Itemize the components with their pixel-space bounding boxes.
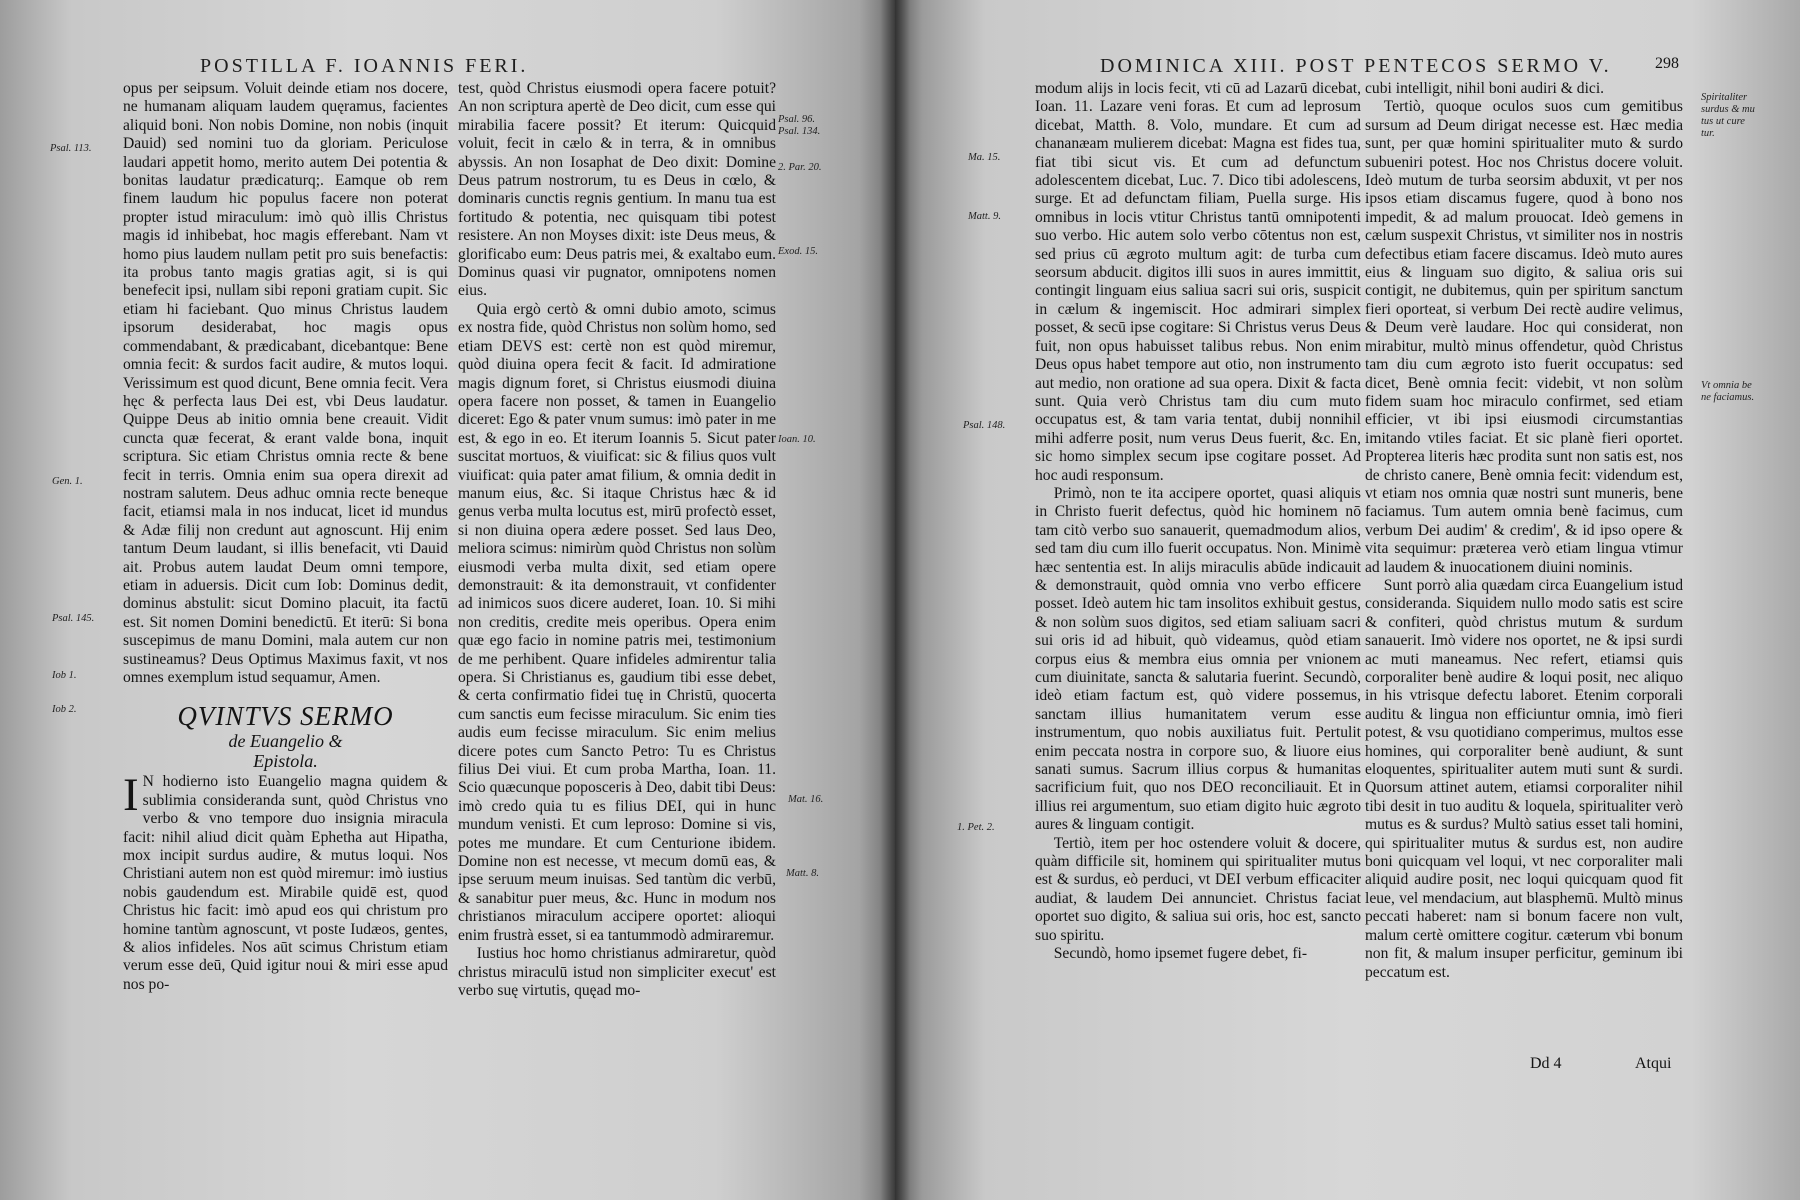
margin-note: Gen. 1. [52,476,83,487]
sermon-heading [123,701,448,771]
catchword: Atqui [1635,1055,1672,1072]
page-number: 298 [1655,55,1679,72]
margin-note: Iob 2. [52,704,77,715]
body-paragraph: Tertiò, item per hoc ostendere voluit & docere, quàm difficile sit, hominem qui spiritualiter mutus est & surdus, eò perduci, vt DEI verbum efficaciter audiat, & laudem Dei annunciet. Christus faciat oportet suo digito, & saliua sui oris, hoc est, sancto suo spiritu. [1035,834,1361,944]
heading-line-2: de Euangelio & [228,731,343,752]
margin-note: Psal. 148. [963,420,1006,431]
margin-note: Psal. 145. [52,613,95,624]
margin-note: Iob 1. [52,670,77,681]
margin-note: Ioan. 10. [778,434,816,445]
book-gutter [880,0,910,1200]
body-paragraph: opus per seipsum. Voluit deinde etiam nos docere, ne humanam aliquam laudem quęramus, facientes aliquid boni. Non nobis Domine, non nobis (inquit Dauid) sed nomini tuo da gloriam. Periculose laudari appetit homo, merito autem Dei potentia & bonitas laudatur prædicaturq;. Eamque ob rem finem laudum hic populus facere non poterat propter istud miraculum: imò quò illis Christus magis id inhibebat, hoc magis efferebant. Nam vt homo pius laudem nullam petit pro suis benefactis: ita probus tanto magis gratias agit, si is qui benefecit ipsi, nullam sibi reponi gratiam cupit. Sic etiam hi faciebant. Quo minus Christus laudem ipsorum desiderabat, hoc magis opus commendabant, & prædicabant, dicebantque: Bene omnia fecit: & surdos facit audire, & mutos loqui. Verissimum est quod dicunt, Bene omnia fecit. Vera hęc & perfecta laus Dei est, vbi Deus laudatur. Quippe Deus ab initio omnia bene creauit. Vidit cuncta quæ fecerat, & erant valde bona, inquit scriptura. Sic etiam Christus omnia recte & bene fecit in terris. Omnia enim sua opera direxit ad nostram salutem. Deus adhuc omnia recte beneque facit, etiamsi mala in nos inducat, licet id mundus & Adæ filij non credunt aut agnoscunt. Hij enim tantum Deum laudant, si illis benefacit, vti Dauid ait. Probus autem laudat Deum omni tempore, etiam in aduersis. Dicit cum Iob: Dominus dedit, dominus abstulit: sicut Domino placuit, ita factū est. Sit nomen Domini benedictū. Et iterū: Si bona suscepimus de manu Domini, mala autem cur non sustineamus? Deus Optimus Maximus faxit, vt nos omnes exemplum istud sequamur, Amen. [123,80,448,686]
heading-line-1: QVINTVS SERMO [177,701,394,732]
margin-note: Psal. 113. [50,143,92,154]
body-paragraph-after-heading [123,769,448,994]
margin-note: Ma. 15. [968,152,1001,163]
margin-note: Matt. 9. [968,211,1001,222]
body-paragraph: Secundò, homo ipsemet fugere debet, fi- [1053,945,1308,963]
body-paragraph: Primò, non te ita accipere oportet, quasi aliquis in Christo fuerit defectus, quòd hic hominem nō tam citò verbo suo sanauerit, quemadmodum alios, sed tam diu cum illo fuerit occupatus. Non. Minimè hæc sententia est. In alijs miraculis abūde indicauit & demonstrauit, quòd omnia vno verbo efficere posset. Ideò autem hic tam insolitos exhibuit gestus, & non solùm suos digitos, sed etiam saliuam sacri sui oris id ad hibuit, quò videamus, quòd etiam corpus eius & membra eius omnia per vnionem cum diuinitate, sancta & salutaria fuerint. Secundò, ideò etiam factum est, quò videre possemus, sanctam illius humanitatem verum esse instrumentum, quo nobis auxiliatus fuit. Pertulit enim peccata nostra in corpore suo, & liuore eius sanati sumus. Sacrum illius corpus & humanitas sacrificium fuit, quo nos DEO reconciliauit. Et in illius rei argumentum, suo etiam digito huic ægroto aures & linguam contigit. [1035,484,1361,834]
body-paragraph: test, quòd Christus eiusmodi opera facere potuit? An non scriptura apertè de Deo dicit, cum esse qui mirabilia facere possit? Et iterum: Quicquid voluit, fecit in cælo & in terra, & in omnibus abyssis. An non Iosaphat de Deo dixit: Domine Deus patrum nostrorum, tu es Deus in cœlo, & dominaris cunctis regnis gentium. In manu tua est fortitudo & potentia, nec quisquam tibi potest resistere. An non Moyses dixit: iste Deus meus, & glorificabo eum: Deus patris mei, & exaltabo eum. Dominus quasi vir pugnator, omnipotens nomen eius. [458,80,776,300]
body-paragraph: Sunt porrò alia quædam circa Euangelium istud consideranda. Siquidem nullo modo satis est scire & confiteri, quòd christus mutum & surdum sanauerit. Imò videre nos oportet, ne & ipsi surdi ac muti maneamus. Nec refert, etiamsi quis corporaliter benè audire & loqui posit, nec aliquo in his vtrisque defectu laboret. Etenim corporali auditu & lingua non efficiuntur omnia, imò fieri potest, & vsu quotidiano comperimus, multos esse homines, qui corporaliter benè audiunt, & sunt eloquentes, spiritualiter autem muti sunt & surdi. Quorsum attinet autem, etiamsi corporaliter nihil tibi desit in tuo auditu & loquela, spiritualiter verò mutus es & surdus? Multò satius esset tali homini, qui spiritualiter mutus & surdus est, non audire boni quicquam vel loqui, vt nec corporaliter mali aliquid audire posit, nec loqui quicquam quod fit leue, vel mendacium, aut blasphemū. Multò minus peccati haberet: nam si bonum facere non vult, malum certè omittere cogitur. cæterum vbi bonum non fit, & malum insuper perficitur, geminum ibi peccatum est. [1365,576,1683,981]
drop-cap: I [123,769,139,822]
right-column-2 [1365,80,1683,982]
signature-mark: Dd 4 [1530,1055,1562,1072]
running-head-left: POSTILLA F. IOANNIS FERI. [200,55,529,77]
margin-note: Vt omnia be ne faciamus. [1701,380,1755,403]
body-paragraph: Quia ergò certò & omni dubio amoto, scimus ex nostra fide, quòd Christus non solùm homo, sed etiam DEVS est: certè non est quòd miremur, quòd diuina opera fecit & facit. Id admiratione magis dignum foret, si Christus eiusmodi diuina opera facere non posset, & tamen in Euangelio diceret: Ego & pater vnum sumus: imò pater in me est, & ego in eo. Et iterum Ioannis 5. Sicut pater suscitat mortuos, & viuificat: sic & filius quos vult viuificat: quia pater amat filium, & omnia dedit in manum eius, &c. Si itaque Christus hæc & id genus verba multa locutus est, mirū profectò esset, si non diuina opera ædere posset. Sed laus Deo, meliora scimus: nimirùm quòd Christus non solùm eiusmodi verba multa dixit, sed etiam opere demonstrauit: & ita demonstrauit, vt confidenter ad inimicos suos dicere auderet, Ioan. 10. Si mihi non creditis, credite meis operibus. Opera enim quæ ego facio in nomine patris mei, testimonium de me perhibent. Quare infideles admirentur talia opera. Si Christianus es, gaudium tibi esse debet, & certa confirmatio fidei tuę in Christū, quocerta cum sanctis eum fecisse miraculum. Sic enim ties audis eum fecisse miraculum. Sic enim melius dicere potes cum Sancto Petro: Tu es Christus filius Dei viui. Et cum proba Martha, Ioan. 11. Scio quæcunque poposceris à Deo, dabit tibi Deus: imò credo quia tu es filius DEI, qui in hunc mundum venisti. Et cum leproso: Domine si vis, potes me mundare. Et cum Centurione ibidem. Domine non est necesse, vt mecum domū eas, & ipse seruum meum inuisas. Sed tantùm dic verbū, & sanabitur puer meus, &c. Hunc in modum nos christianos miraculum accipere oportet: alioqui enim frustrà esset, si ea tantummodò admiraremur. [458,300,776,944]
body-paragraph: Tertiò, quoque oculos suos cum gemitibus sursum ad Deum dirigat necesse est. Hæc media sunt, per quæ homini spiritualiter muto & surdo subueniri potest. Hoc nos Christus docere voluit. Ideò mutum de turba seorsim abduxit, vt per nos ipsos etiam discamus fugere, quod à bono nos impedit, & ad malum prouocat. Ideò gemens in cælum suspexit Christus, vt similiter nos in nostris defectibus etiam facere discamus. Ideò muto aures eius & linguam suo digito, & saliua oris sui contigit, ne dubitemus, quin per spiritum sanctum fieri oporteat, si verbum Dei rectè audire velimus, & Deum verè laudare. Hoc qui considerat, non mirabitur, multò minus offendetur, quòd Christus tam diu cum ægroto isto fuerit occupatus: sed dicet, Benè omnia fecit: videbit, vt non solùm fidem suam hoc miraculo confirmet, sed etiam efficier, vt ibi ipsi eiusmodi circumstantias imitando vtiles faciat. Et sic planè fieri oportet. Propterea literis hæc prodita sunt non satis est, nos de christo canere, Benè omnia fecit: videndum est, vt etiam nos omnia quæ nostri sunt muneris, bene faciamus. Tum autem omnia benè facimus, cum verbum Dei audim' & credim', & id ipso opere & vita sequimur: præterea verò etiam lingua vtimur ad laudem & inuocationem diuini nominis. [1365,98,1683,576]
margin-note: Exod. 15. [778,246,818,257]
body-paragraph: Iustius hoc homo christianus admiraretur, quòd christus miraculū istud non simpliciter execut' est verbo suę virtutis, quęad mo- [458,945,776,999]
margin-note: 2. Par. 20. [778,162,822,173]
margin-note: Mat. 16. [788,794,824,805]
left-column-2 [458,80,776,1000]
body-paragraph: modum alijs in locis fecit, vti cū ad Lazarū dicebat, Ioan. 11. Lazare veni foras. Et cum ad leprosum dicebat, Matth. 8. Volo, mundare. Et cum ad chananæam mulierem dicebat: Magna est fides tua, fiat tibi sicut vis. Et cum ad defunctum adolescentem dicebat, Luc. 7. Dico tibi adolescens, surge. Et ad defunctam filiam, Puella surge. His omnibus in locis vtitur Christus tantū omnipotenti suo verbo. Hic autem solo verbo cōtentus non est, sed prius cū ægroto multum agit: de turba cum seorsum abducit. digitos illi suos in aures immittit, contingit linguam eius saliua sacri sui oris, suspicit in cælum & ingemiscit. Hoc admirari simplex posset, & secū ipse cogitare: Si Christus verus Deus fuit, non opus habuisset talibus rebus. Non enim Deus opus habet tempore aut otio, non instrumento aut medio, non oratione ad sua opera. Dixit & facta sunt. Quia verò Christus tam diu cum muto occupatus est, & tam varia tentat, dubij nonnihil mihi adferre posit, num verus Deus fuerit, &c. En, sic homo simplex secum ipse cogitare posset. Ad hoc audi responsum. [1035,80,1361,484]
paragraph-text: N hodierno isto Euangelio magna quidem & sublimia consideranda sunt, quòd Christus vno verbo & vno tempore duo insignia miracula facit: nihil aliud dicit quàm Ephetha aut Hipatha, mox incipit surdus audire, & mutus loqui. Nos Christiani autem non est quòd miremur: imò iustius nobis gaudendum est. Mirabile quidē est, quod Christus hic facit: imò apud eos qui christum pro homine tantùm agnoscunt, vt poste Iudæos, gentes, & alios infideles. Nos aūt scimus Christum etiam verum esse deū, Quid igitur noui & miri esse apud nos po- [123,773,448,993]
body-paragraph: cubi intelligit, nihil boni audiri & dici. [1365,80,1605,97]
right-column-1 [1035,80,1361,964]
margin-note: Psal. 96. Psal. 134. [778,114,821,137]
heading-line-3: Epistola. [253,751,318,772]
left-page [0,0,895,1200]
margin-note: 1. Pet. 2. [957,822,995,833]
margin-note: Matt. 8. [786,868,819,879]
right-page [895,0,1800,1200]
margin-note: Spiritaliter surdus & mu tus ut cure tur. [1701,92,1755,139]
running-head-right: DOMINICA XIII. POST PENTECOS SERMO V. [1100,55,1612,77]
left-column-1 [123,80,448,994]
